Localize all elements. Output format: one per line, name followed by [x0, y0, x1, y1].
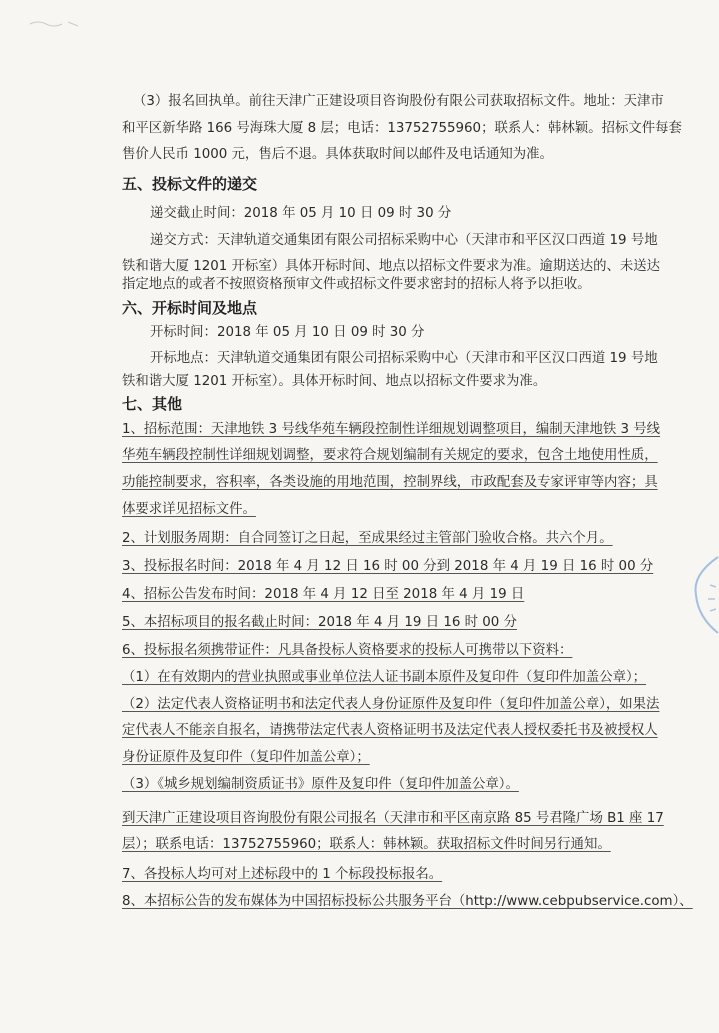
submit-deadline: 递交截止时间：2018 年 05 月 10 日 09 时 30 分	[150, 206, 452, 221]
item-7: 7、各投标人均可对上述标段中的 1 个标段投标报名。	[122, 867, 443, 882]
corner-scribble-mark	[28, 14, 88, 34]
seal-edge-mark	[688, 555, 719, 635]
item-6-2-line-3: 身份证原件及复印件（复印件加盖公章）；	[122, 750, 370, 765]
item-6-2-line-1: （2）法定代表人资格证明书和法定代表人身份证原件及复印件（复印件加盖公章），如果法	[122, 697, 660, 712]
para-3-line-2: 和平区新华路 166 号海珠大厦 8 层；电话：13752755960；联系人：韩林颖。招标文件每套	[122, 121, 682, 136]
submit-method-line-1: 递交方式：天津轨道交通集团有限公司招标采购中心（天津市和平区汉口西道 19 号地	[150, 233, 658, 248]
item-6-3: （3）《城乡规划编制资质证书》原件及复印件（复印件加盖公章）。	[122, 777, 519, 792]
submit-method-line-2: 铁和谐大厦 1201 开标室）具体开标时间、地点以招标文件要求为准。逾期送达的、未送达	[122, 259, 661, 274]
para-3-line-3: 售价人民币 1000 元，售后不退。具体获取时间以邮件及电话通知为准。	[122, 147, 553, 162]
item-1-line-3: 功能控制要求，容积率，各类设施的用地范围，控制界线，市政配套及专家评审等内容；具	[122, 475, 658, 490]
item-4: 4、招标公告发布时间：2018 年 4 月 12 日至 2018 年 4 月 19 日	[122, 587, 525, 602]
item-1-line-4: 体要求详见招标文件。	[122, 502, 256, 517]
item-2: 2、计划服务周期：自合同签订之日起，至成果经过主管部门验收合格。共六个月。	[122, 531, 613, 546]
item-1-line-1: 1、招标范围：天津地铁 3 号线华苑车辆段控制性详细规划调整项目，编制天津地铁 3 号线	[122, 422, 661, 437]
item-1-line-2: 华苑车辆段控制性详细规划调整，要求符合规划编制有关规定的要求，包含土地使用性质，	[122, 448, 658, 463]
section-7-heading: 七、其他	[122, 395, 183, 413]
opening-time: 开标时间：2018 年 05 月 10 日 09 时 30 分	[150, 325, 425, 340]
opening-place-line-1: 开标地点：天津轨道交通集团有限公司招标采购中心（天津市和平区汉口西道 19 号地	[150, 351, 658, 366]
submit-method-line-3: 指定地点的或者不按照资格预审文件或招标文件要求密封的招标人将予以拒收。	[122, 277, 591, 292]
opening-place-line-2: 铁和谐大厦 1201 开标室）。具体开标时间、地点以招标文件要求为准。	[122, 374, 547, 389]
item-5: 5、本招标项目的报名截止时间：2018 年 4 月 19 日 16 时 00 分	[122, 615, 517, 630]
register-line-2: 层）；联系电话：13752755960；联系人：韩林颖。获取招标文件时间另行通知。	[122, 837, 611, 852]
section-5-heading: 五、投标文件的递交	[122, 175, 258, 193]
register-line-1: 到天津广正建设项目咨询股份有限公司报名（天津市和平区南京路 85 号君隆广场 B1 座 17	[122, 811, 664, 826]
item-6-2-line-2: 定代表人不能亲自报名，请携带法定代表人资格证明书及法定代表人授权委托书及被授权人	[122, 723, 658, 738]
section-6-heading: 六、开标时间及地点	[122, 299, 258, 317]
para-3-line-1: （3）报名回执单。前往天津广正建设项目咨询股份有限公司获取招标文件。地址：天津市	[133, 94, 664, 109]
item-3: 3、投标报名时间：2018 年 4 月 12 日 16 时 00 分到 2018 年 4 月 19 日 16 时 00 分	[122, 559, 654, 574]
item-8: 8、本招标公告的发布媒体为中国招标投标公共服务平台（http://www.cebpubservice.com）、	[122, 894, 693, 909]
item-6-1: （1）在有效期内的营业执照或事业单位法人证书副本原件及复印件（复印件加盖公章）；	[122, 670, 647, 685]
item-6: 6、投标报名须携带证件：凡具备投标人资格要求的投标人可携带以下资料：	[122, 643, 573, 658]
